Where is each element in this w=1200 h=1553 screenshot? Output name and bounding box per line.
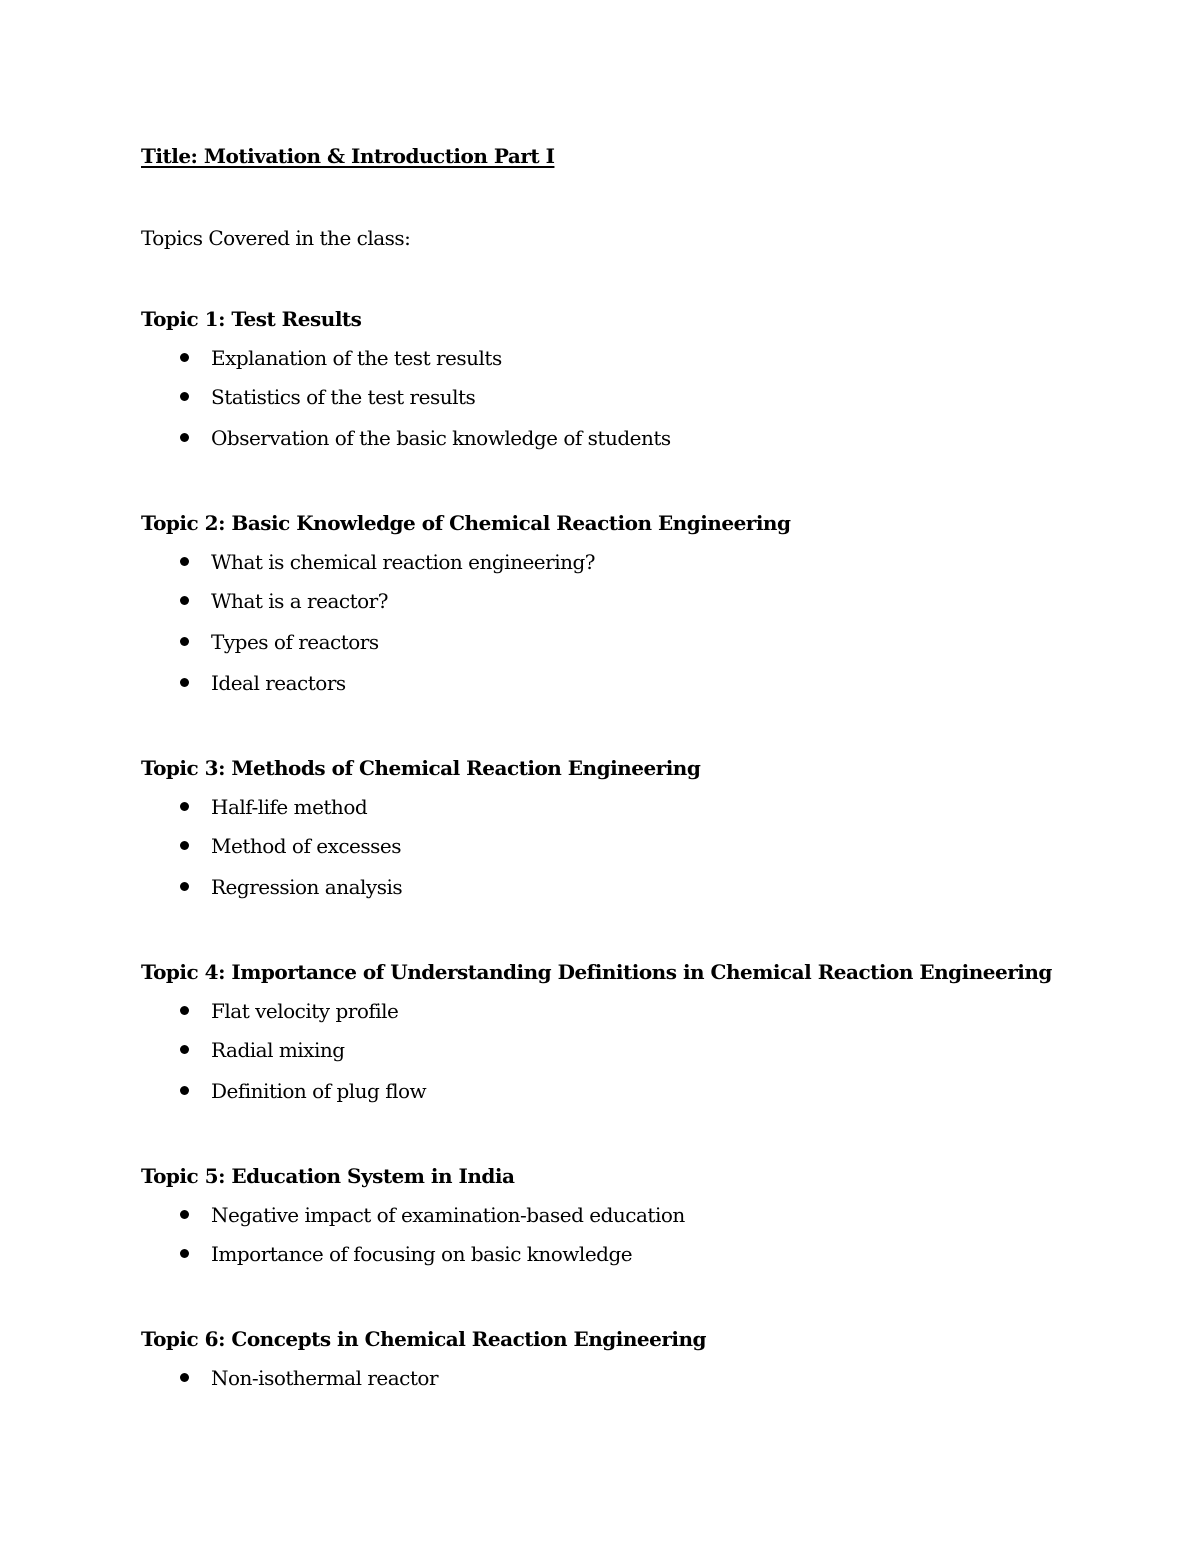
bullet-icon bbox=[180, 1249, 189, 1258]
list-item-text: Ideal reactors bbox=[211, 670, 346, 695]
bullet-icon bbox=[180, 637, 189, 646]
bullet-icon bbox=[180, 596, 189, 605]
list-item bbox=[141, 1359, 1141, 1396]
bullet-icon bbox=[180, 1210, 189, 1219]
list-item-text: What is chemical reaction engineering? bbox=[211, 549, 595, 574]
topic-heading: Topic 4: Importance of Understanding Definitions in Chemical Reaction Engineering bbox=[141, 960, 1052, 984]
topic-section bbox=[141, 303, 1141, 458]
topic-section bbox=[141, 507, 1141, 703]
bullet-icon bbox=[180, 1045, 189, 1054]
list-item bbox=[141, 788, 1141, 825]
bullet-icon bbox=[180, 1006, 189, 1015]
bullet-list bbox=[141, 788, 1141, 907]
topic-heading: Topic 5: Education System in India bbox=[141, 1164, 515, 1188]
list-item bbox=[141, 376, 1141, 417]
bullet-icon bbox=[180, 433, 189, 442]
list-item-text: Definition of plug flow bbox=[211, 1078, 427, 1103]
list-item-text: Explanation of the test results bbox=[211, 345, 502, 370]
list-item bbox=[141, 543, 1141, 580]
list-item bbox=[141, 1196, 1141, 1233]
list-item-text: Statistics of the test results bbox=[211, 384, 476, 409]
topic-section bbox=[141, 752, 1141, 907]
topic-section bbox=[141, 1160, 1141, 1274]
document-title: Title: Motivation & Introduction Part I bbox=[141, 144, 555, 168]
list-item bbox=[141, 339, 1141, 376]
list-item bbox=[141, 580, 1141, 621]
topic-heading: Topic 1: Test Results bbox=[141, 307, 362, 331]
list-item bbox=[141, 1233, 1141, 1274]
topic-heading: Topic 2: Basic Knowledge of Chemical Reaction Engineering bbox=[141, 511, 791, 535]
bullet-icon bbox=[180, 557, 189, 566]
bullet-icon bbox=[180, 1373, 189, 1382]
document-content bbox=[141, 140, 1141, 1396]
bullet-list bbox=[141, 339, 1141, 458]
bullet-icon bbox=[180, 353, 189, 362]
bullet-icon bbox=[180, 882, 189, 891]
list-item-text: Radial mixing bbox=[211, 1037, 345, 1062]
list-item-text: Non-isothermal reactor bbox=[211, 1365, 438, 1390]
bullet-list bbox=[141, 992, 1141, 1111]
list-item bbox=[141, 417, 1141, 458]
list-item-text: What is a reactor? bbox=[211, 588, 388, 613]
bullet-icon bbox=[180, 841, 189, 850]
list-item bbox=[141, 866, 1141, 907]
intro-text: Topics Covered in the class: bbox=[141, 226, 411, 250]
list-item bbox=[141, 662, 1141, 703]
topic-heading: Topic 6: Concepts in Chemical Reaction Engineering bbox=[141, 1327, 706, 1351]
bullet-list bbox=[141, 1196, 1141, 1274]
list-item bbox=[141, 1070, 1141, 1111]
list-item-text: Types of reactors bbox=[211, 629, 379, 654]
list-item-text: Method of excesses bbox=[211, 833, 402, 858]
bullet-list bbox=[141, 543, 1141, 703]
list-item bbox=[141, 1029, 1141, 1070]
bullet-icon bbox=[180, 1086, 189, 1095]
list-item bbox=[141, 621, 1141, 662]
list-item-text: Observation of the basic knowledge of students bbox=[211, 425, 671, 450]
list-item bbox=[141, 992, 1141, 1029]
bullet-icon bbox=[180, 392, 189, 401]
list-item-text: Regression analysis bbox=[211, 874, 403, 899]
bullet-list bbox=[141, 1359, 1141, 1396]
list-item-text: Half-life method bbox=[211, 794, 368, 819]
bullet-icon bbox=[180, 678, 189, 687]
topic-section bbox=[141, 1323, 1141, 1396]
list-item bbox=[141, 825, 1141, 866]
list-item-text: Flat velocity profile bbox=[211, 998, 399, 1023]
topic-heading: Topic 3: Methods of Chemical Reaction Engineering bbox=[141, 756, 701, 780]
list-item-text: Negative impact of examination-based education bbox=[211, 1202, 685, 1227]
topic-section bbox=[141, 956, 1141, 1111]
list-item-text: Importance of focusing on basic knowledge bbox=[211, 1241, 633, 1266]
bullet-icon bbox=[180, 802, 189, 811]
